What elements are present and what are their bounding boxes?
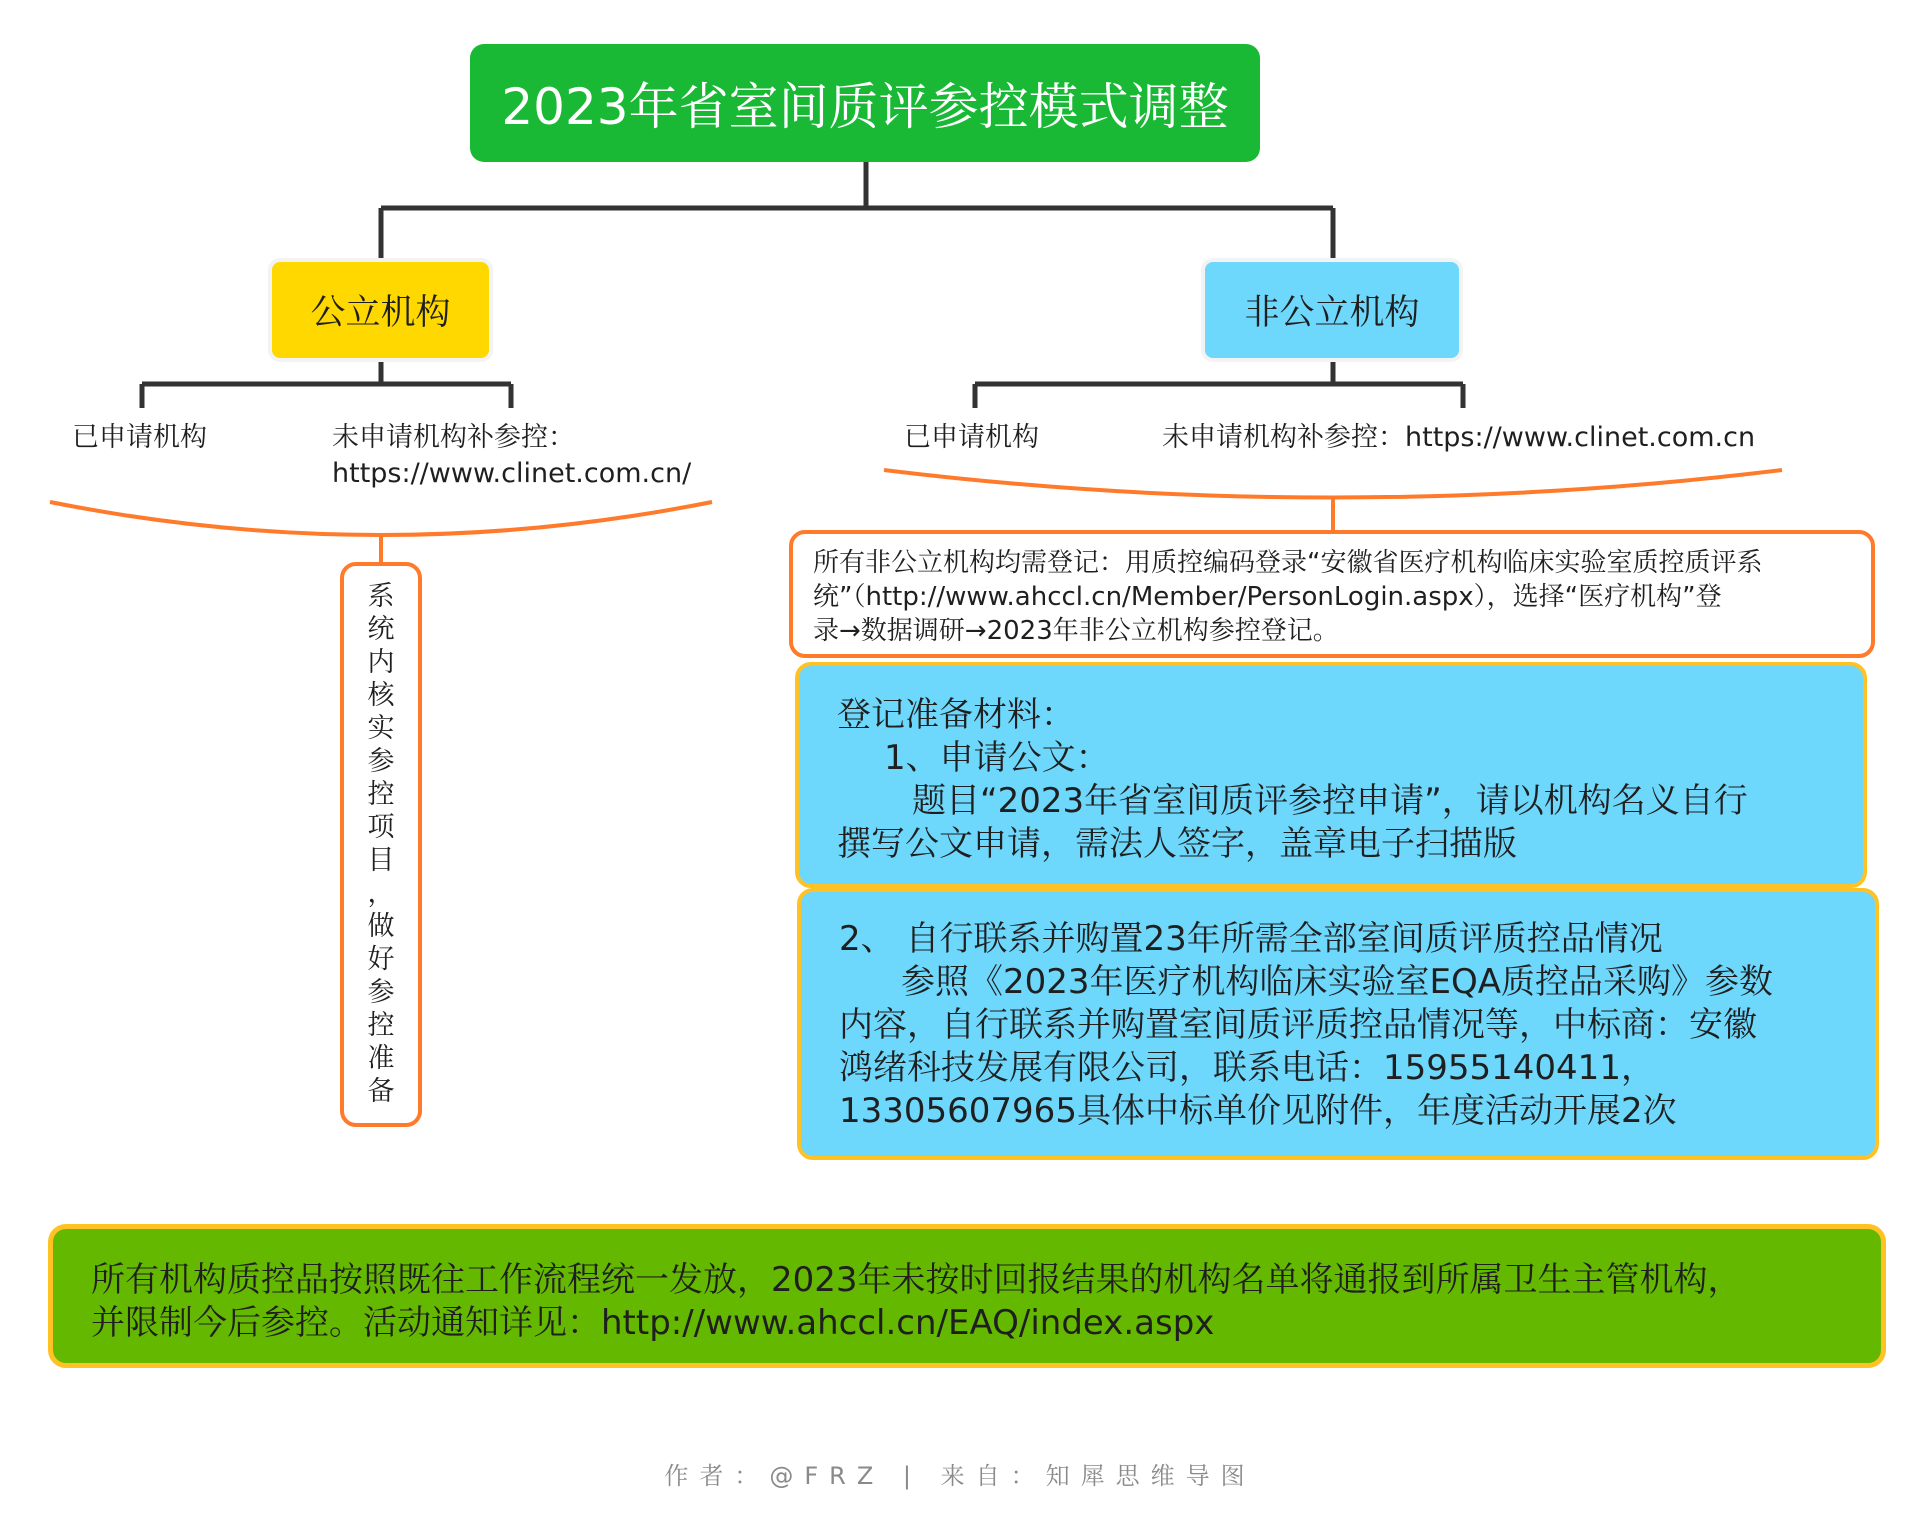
- root-title: 2023年省室间质评参控模式调整: [501, 78, 1229, 136]
- public-not-applied-leaf[interactable]: [332, 420, 691, 492]
- purchase-line: 2、 自行联系并购置23年所需全部室间质评质控品情况: [839, 919, 1663, 959]
- public-verification-note[interactable]: [340, 562, 422, 1127]
- materials-item1-text: 撰写公文申请，需法人签字，盖章电子扫描版: [837, 824, 1517, 864]
- nonpublic-brace: [884, 470, 1782, 498]
- purchase-line: 鸿绪科技发展有限公司，联系电话：15955140411，: [839, 1048, 1655, 1088]
- purchase-line: 参照《2023年医疗机构临床实验室EQA质控品采购》参数: [901, 962, 1774, 1002]
- note-char: 控: [367, 779, 395, 810]
- note-char: ，: [367, 878, 395, 909]
- public-branch-connector: [142, 362, 511, 408]
- note-char: 参: [367, 746, 395, 777]
- nonpublic-not-applied-label: 未申请机构补参控：https://www.clinet.com.cn: [1162, 422, 1756, 453]
- note-char: 实: [367, 713, 395, 744]
- materials-item1-title: 1、申请公文：: [884, 738, 1110, 778]
- public-verification-text: [344, 580, 418, 1108]
- title-connector: [381, 162, 1333, 258]
- nonpublic-institution-label: 非公立机构: [1244, 293, 1420, 333]
- public-brace: [50, 502, 712, 535]
- public-applied-label: 已申请机构: [72, 422, 207, 453]
- note-char: 内: [367, 647, 395, 678]
- footer-credit: 作者：@FRZ | 来自：知犀思维导图: [664, 1462, 1256, 1490]
- note-char: 目: [367, 845, 395, 876]
- note-char: 参: [367, 977, 395, 1008]
- note-char: 核: [367, 680, 395, 711]
- nonpublic-not-applied-leaf[interactable]: [1162, 420, 1755, 456]
- notice-line: 并限制今后参控。活动通知详见：http://www.ahccl.cn/EAQ/index.aspx: [91, 1303, 1215, 1343]
- nonpublic-registration-box[interactable]: [789, 530, 1875, 658]
- nonpublic-institution-node[interactable]: [1201, 258, 1463, 362]
- registration-materials-box[interactable]: [795, 662, 1867, 888]
- note-char: 备: [367, 1076, 395, 1107]
- materials-item1-text: 题目“2023年省室间质评参控申请”，请以机构名义自行: [912, 781, 1748, 821]
- purchase-info-box[interactable]: [797, 888, 1879, 1160]
- note-char: 控: [367, 1010, 395, 1041]
- nonpublic-applied-label: 已申请机构: [904, 422, 1039, 453]
- purchase-line: 13305607965具体中标单价见附件，年度活动开展2次: [839, 1091, 1677, 1131]
- note-char: 项: [367, 812, 395, 843]
- notice-line: 所有机构质控品按照既往工作流程统一发放，2023年未按时回报结果的机构名单将通报到所属卫生主管机构，: [91, 1260, 1742, 1300]
- public-applied-leaf[interactable]: [72, 420, 207, 456]
- general-notice-box[interactable]: [48, 1224, 1886, 1368]
- registration-line: 所有非公立机构均需登记：用质控编码登录“安徽省医疗机构临床实验室质控质评系: [813, 548, 1763, 578]
- note-char: 好: [367, 944, 395, 975]
- public-institution-label: 公立机构: [310, 293, 451, 333]
- note-char: 做: [367, 911, 395, 942]
- note-char: 准: [367, 1043, 395, 1074]
- registration-line: 统”（http://www.ahccl.cn/Member/PersonLogin.aspx），选择“医疗机构”登: [813, 582, 1722, 612]
- materials-heading: 登记准备材料：: [837, 695, 1075, 735]
- nonpublic-applied-leaf[interactable]: [904, 420, 1039, 456]
- purchase-line: 内容，自行联系并购置室间质评质控品情况等，中标商：安徽: [839, 1005, 1757, 1045]
- registration-line: 录→数据调研→2023年非公立机构参控登记。: [813, 616, 1339, 646]
- note-char: 统: [367, 614, 395, 645]
- public-not-applied-label: 未申请机构补参控：: [332, 422, 575, 453]
- nonpublic-branch-connector: [975, 362, 1463, 408]
- note-char: 系: [367, 581, 395, 612]
- root-title-node[interactable]: [470, 44, 1260, 162]
- public-institution-node[interactable]: [268, 258, 493, 362]
- public-not-applied-url: https://www.clinet.com.cn/: [332, 458, 692, 489]
